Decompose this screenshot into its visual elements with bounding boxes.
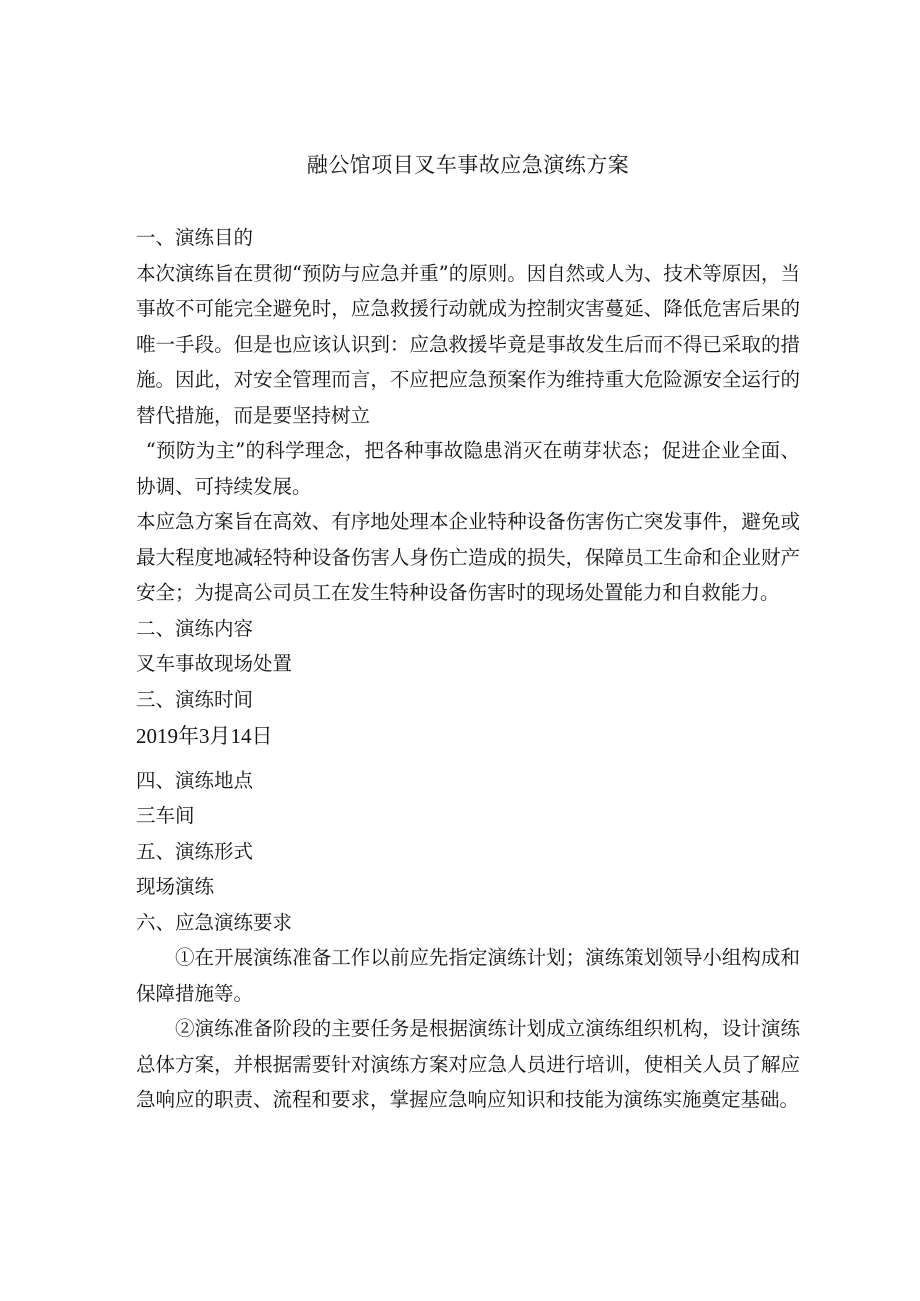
section-heading-purpose: 一、演练目的 xyxy=(136,226,254,249)
content-text: 叉车事故现场处置 xyxy=(136,652,293,675)
section-heading-time: 三、演练时间 xyxy=(136,687,254,711)
requirement-item-2: ②演练准备阶段的主要任务是根据演练计划成立演练组织机构，设计演练总体方案，并根据需要针对演练方案对应急人员进行培训，使相关人员了解应急响应的职责、流程和要求，掌握应急响应知识和技能为演练实施奠定基础。 xyxy=(136,1017,800,1111)
purpose-paragraph-2: “预防为主”的科学理念，把各种事故隐患消灭在萌芽状态；促进企业全面、协调、可持续发展。 xyxy=(136,439,800,498)
requirement-item-1: ①在开展演练准备工作以前应先指定演练计划；演练策划领导小组构成和保障措施等。 xyxy=(136,946,800,1005)
location-text: 三车间 xyxy=(136,804,195,827)
section-heading-content: 二、演练内容 xyxy=(136,616,254,640)
document-title: 融公馆项目叉车事故应急演练方案 xyxy=(306,153,630,177)
document-body xyxy=(136,220,800,1118)
purpose-paragraph-3: 本应急方案旨在高效、有序地处理本企业特种设备伤害伤亡突发事件，避免或最大程度地减轻特种设备伤害人身伤亡造成的损失，保障员工生命和企业财产安全；为提高公司员工在发生特种设备伤害时的现场处置能力和自救能力。 xyxy=(136,510,800,604)
section-heading-requirements: 六、应急演练要求 xyxy=(136,910,293,934)
time-text: 2019年3月14日 xyxy=(136,724,273,748)
purpose-paragraph-1: 本次演练旨在贯彻“预防与应急并重”的原则。因自然或人为、技术等原因，当事故不可能完全避免时，应急救援行动就成为控制灾害蔓延、降低危害后果的唯一手段。但是也应该认识到：应急救援毕竟是事故发生后而不得已采取的措施。因此，对安全管理而言，不应把应急预案作为维持重大危险源安全运行的替代措施，而是要坚持树立 xyxy=(136,261,800,427)
section-heading-location: 四、演练地点 xyxy=(136,768,254,792)
form-text: 现场演练 xyxy=(136,875,215,898)
section-heading-form: 五、演练形式 xyxy=(136,839,254,863)
